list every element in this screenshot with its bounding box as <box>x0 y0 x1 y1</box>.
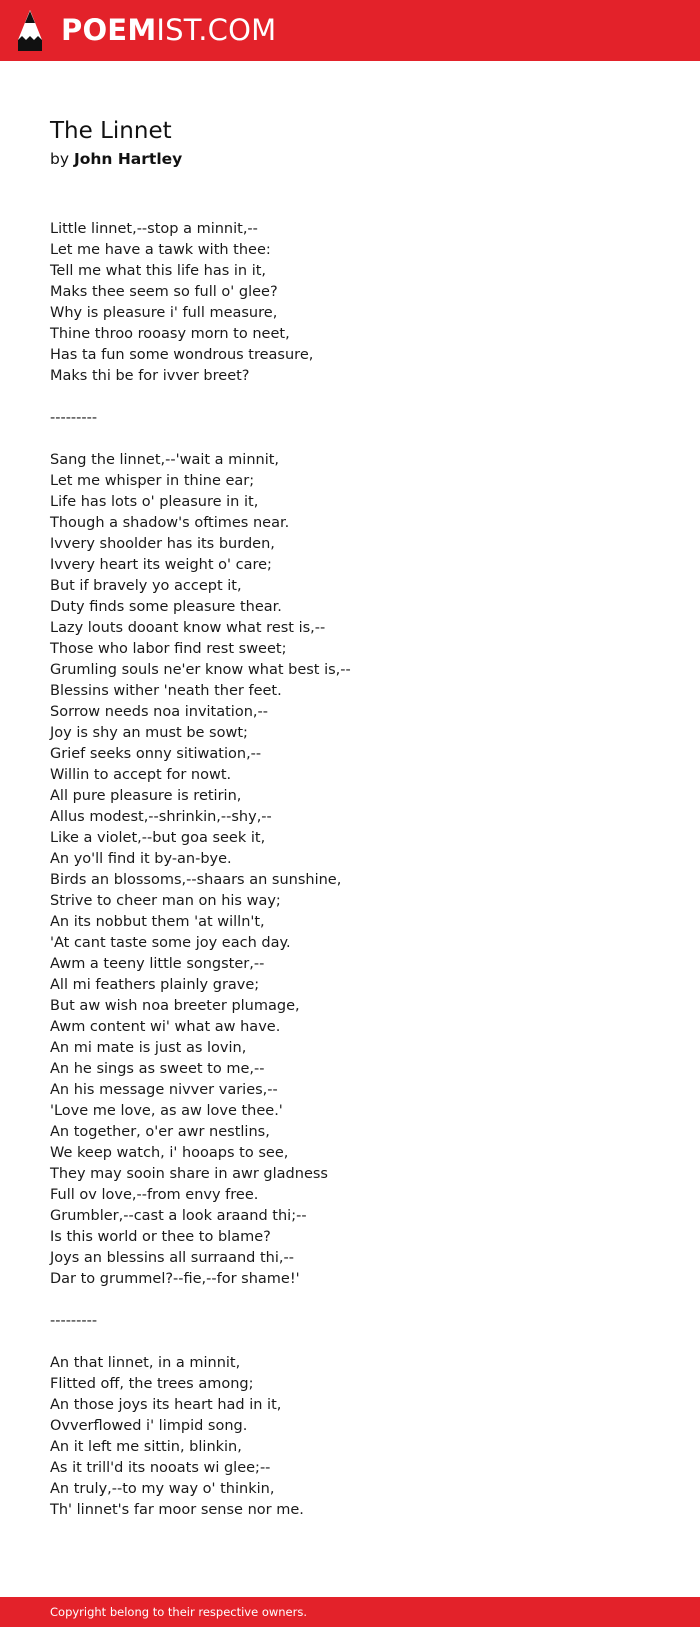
poem-line: An yo'll find it by-an-bye. <box>50 851 232 867</box>
poem-line: Maks thee seem so full o' glee? <box>50 284 278 300</box>
poem-line: But aw wish noa breeter plumage, <box>50 998 300 1014</box>
site-logo-text <box>61 8 276 52</box>
stanza-gap <box>50 429 351 450</box>
poem-line: Birds an blossoms,--shaars an sunshine, <box>50 872 342 888</box>
poem-line: 'Love me love, as aw love thee.' <box>50 1103 283 1119</box>
poem-line: Tell me what this life has in it, <box>50 263 267 279</box>
poem-line: Duty finds some pleasure thear. <box>50 599 282 615</box>
poem-line: All pure pleasure is retirin, <box>50 788 242 804</box>
by-label: by <box>50 150 70 168</box>
pencil-tip-icon <box>18 10 42 51</box>
poem-line: But if bravely yo accept it, <box>50 578 242 594</box>
poem-line: An its nobbut them 'at willn't, <box>50 914 265 930</box>
logo-bold-part: POEM <box>61 13 157 47</box>
poem-line: Allus modest,--shrinkin,--shy,-- <box>50 809 272 825</box>
poem-body <box>50 219 351 1521</box>
site-header <box>0 0 700 61</box>
poem-line: Ivvery heart its weight o' care; <box>50 557 272 573</box>
poem-line: Let me have a tawk with thee: <box>50 242 271 258</box>
poem-line: Like a violet,--but goa seek it, <box>50 830 266 846</box>
poem-line: Life has lots o' pleasure in it, <box>50 494 259 510</box>
poem-line: Willin to accept for nowt. <box>50 767 232 783</box>
author-name: John Hartley <box>73 150 183 168</box>
poem-line: Sang the linnet,--'wait a minnit, <box>50 452 280 468</box>
poem-line: An he sings as sweet to me,-- <box>50 1061 265 1077</box>
poem-line: Dar to grummel?--fie,--for shame!' <box>50 1271 300 1287</box>
poem-line: An together, o'er awr nestlins, <box>50 1124 270 1140</box>
poem-line: Little linnet,--stop a minnit,-- <box>50 221 258 237</box>
poem-line: An it left me sittin, blinkin, <box>50 1439 242 1455</box>
poem-line: Joys an blessins all surraand thi,-- <box>50 1250 294 1266</box>
poem-line: Though a shadow's oftimes near. <box>50 515 290 531</box>
poem-line: Flitted off, the trees among; <box>50 1376 254 1392</box>
poem-line: Awm content wi' what aw have. <box>50 1019 281 1035</box>
poem-line: An that linnet, in a minnit, <box>50 1355 241 1371</box>
home-link[interactable] <box>0 0 277 61</box>
poem-line: An mi mate is just as lovin, <box>50 1040 247 1056</box>
poem-line: Is this world or thee to blame? <box>50 1229 271 1245</box>
site-footer <box>0 1597 700 1627</box>
poem-line: Blessins wither 'neath ther feet. <box>50 683 282 699</box>
stanza-gap <box>50 1332 351 1353</box>
poem-title: The Linnet <box>50 118 172 144</box>
poem-byline <box>50 147 182 171</box>
poem-line: Sorrow needs noa invitation,-- <box>50 704 268 720</box>
poem-line: Thine throo rooasy morn to neet, <box>50 326 290 342</box>
poem-line: Ovverflowed i' limpid song. <box>50 1418 248 1434</box>
poem-line: Grumbler,--cast a look araand thi;-- <box>50 1208 307 1224</box>
poem-line: Let me whisper in thine ear; <box>50 473 255 489</box>
poem-line: Those who labor find rest sweet; <box>50 641 287 657</box>
poem-line: An truly,--to my way o' thinkin, <box>50 1481 275 1497</box>
poem-line: Lazy louts dooant know what rest is,-- <box>50 620 326 636</box>
logo-light-part: IST.COM <box>156 13 277 47</box>
poem-line: Ivvery shoolder has its burden, <box>50 536 275 552</box>
poem-line: Awm a teeny little songster,-- <box>50 956 265 972</box>
poem-line: Joy is shy an must be sowt; <box>50 725 248 741</box>
stanza-gap <box>50 387 351 408</box>
poem-line: Th' linnet's far moor sense nor me. <box>50 1502 304 1518</box>
stanza-separator: --------- <box>50 1313 98 1329</box>
poem-line: Grief seeks onny sitiwation,-- <box>50 746 262 762</box>
poem-line: As it trill'd its nooats wi glee;-- <box>50 1460 271 1476</box>
poem-line: All mi feathers plainly grave; <box>50 977 260 993</box>
poem-line: An those joys its heart had in it, <box>50 1397 282 1413</box>
poem-line: Strive to cheer man on his way; <box>50 893 281 909</box>
stanza-separator: --------- <box>50 410 98 426</box>
poem-line: Maks thi be for ivver breet? <box>50 368 250 384</box>
poem-line: Has ta fun some wondrous treasure, <box>50 347 314 363</box>
poem-line: Why is pleasure i' full measure, <box>50 305 278 321</box>
poem-line: Grumling souls ne'er know what best is,-- <box>50 662 351 678</box>
copyright-text: Copyright belong to their respective owners. <box>50 1605 308 1619</box>
poem-line: Full ov love,--from envy free. <box>50 1187 259 1203</box>
stanza-gap <box>50 1290 351 1311</box>
poem-line: 'At cant taste some joy each day. <box>50 935 291 951</box>
poem-line: An his message nivver varies,-- <box>50 1082 278 1098</box>
poem-line: We keep watch, i' hooaps to see, <box>50 1145 289 1161</box>
poem-line: They may sooin share in awr gladness <box>50 1166 328 1182</box>
